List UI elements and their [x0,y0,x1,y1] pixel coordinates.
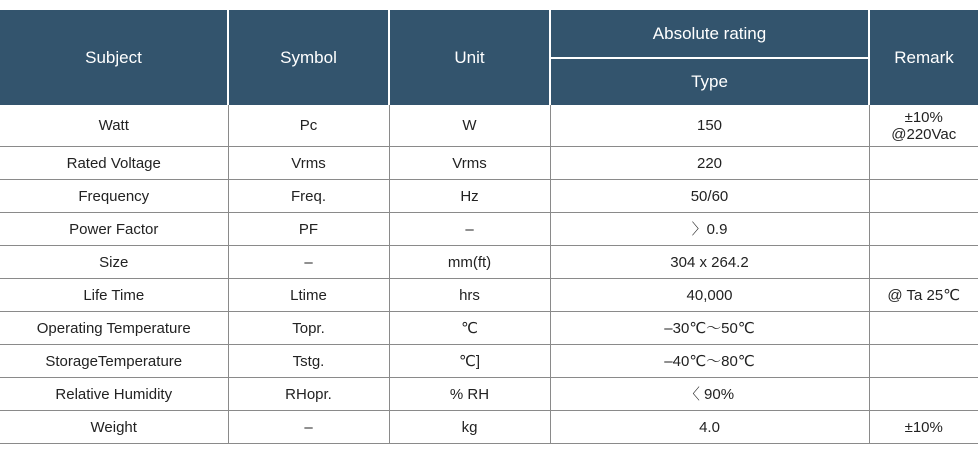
cell-type: 〉0.9 [550,213,869,246]
table-row [0,312,978,345]
cell-remark [869,378,978,411]
cell-type: –30℃～50℃ [550,312,869,345]
header-subject: Subject [0,10,228,105]
cell-type: 4.0 [550,411,869,444]
table-row [0,147,978,180]
spec-table-container [0,10,978,444]
header-absolute-rating: Absolute rating [550,10,869,58]
header-symbol: Symbol [228,10,389,105]
cell-subject: Size [0,246,228,279]
cell-subject: Relative Humidity [0,378,228,411]
cell-unit: kg [389,411,550,444]
cell-remark [869,213,978,246]
header-row [0,10,978,58]
table-row [0,345,978,378]
cell-type: 40,000 [550,279,869,312]
cell-unit: Hz [389,180,550,213]
cell-type: 220 [550,147,869,180]
cell-remark [869,312,978,345]
table-row [0,246,978,279]
cell-subject: Power Factor [0,213,228,246]
cell-unit: % RH [389,378,550,411]
table-body [0,105,978,444]
cell-type: 304 x 264.2 [550,246,869,279]
cell-subject: Rated Voltage [0,147,228,180]
table-row [0,378,978,411]
cell-symbol: Vrms [228,147,389,180]
cell-remark: ±10% [869,411,978,444]
cell-symbol: Tstg. [228,345,389,378]
spec-table [0,10,978,444]
cell-subject: StorageTemperature [0,345,228,378]
cell-type: 150 [550,105,869,147]
cell-unit: – [389,213,550,246]
cell-subject: Operating Temperature [0,312,228,345]
cell-subject: Weight [0,411,228,444]
cell-remark: @ Ta 25℃ [869,279,978,312]
cell-symbol: Freq. [228,180,389,213]
cell-unit: Vrms [389,147,550,180]
cell-symbol: PF [228,213,389,246]
cell-unit: mm(ft) [389,246,550,279]
table-row [0,213,978,246]
cell-symbol: Pc [228,105,389,147]
table-header [0,10,978,105]
table-row [0,279,978,312]
cell-remark [869,246,978,279]
cell-subject: Life Time [0,279,228,312]
header-type: Type [550,58,869,105]
cell-unit: hrs [389,279,550,312]
cell-unit: ℃] [389,345,550,378]
cell-unit: ℃ [389,312,550,345]
cell-remark: ±10% @220Vac [869,105,978,147]
cell-symbol: Topr. [228,312,389,345]
table-row [0,411,978,444]
cell-subject: Watt [0,105,228,147]
cell-type: 〈 90% [550,378,869,411]
cell-unit: W [389,105,550,147]
table-row [0,180,978,213]
cell-remark [869,345,978,378]
cell-symbol: – [228,411,389,444]
cell-type: 50/60 [550,180,869,213]
header-unit: Unit [389,10,550,105]
cell-subject: Frequency [0,180,228,213]
cell-remark [869,180,978,213]
cell-symbol: – [228,246,389,279]
cell-symbol: RHopr. [228,378,389,411]
header-remark: Remark [869,10,978,105]
cell-remark [869,147,978,180]
table-row [0,105,978,147]
cell-type: –40℃～80℃ [550,345,869,378]
cell-symbol: Ltime [228,279,389,312]
